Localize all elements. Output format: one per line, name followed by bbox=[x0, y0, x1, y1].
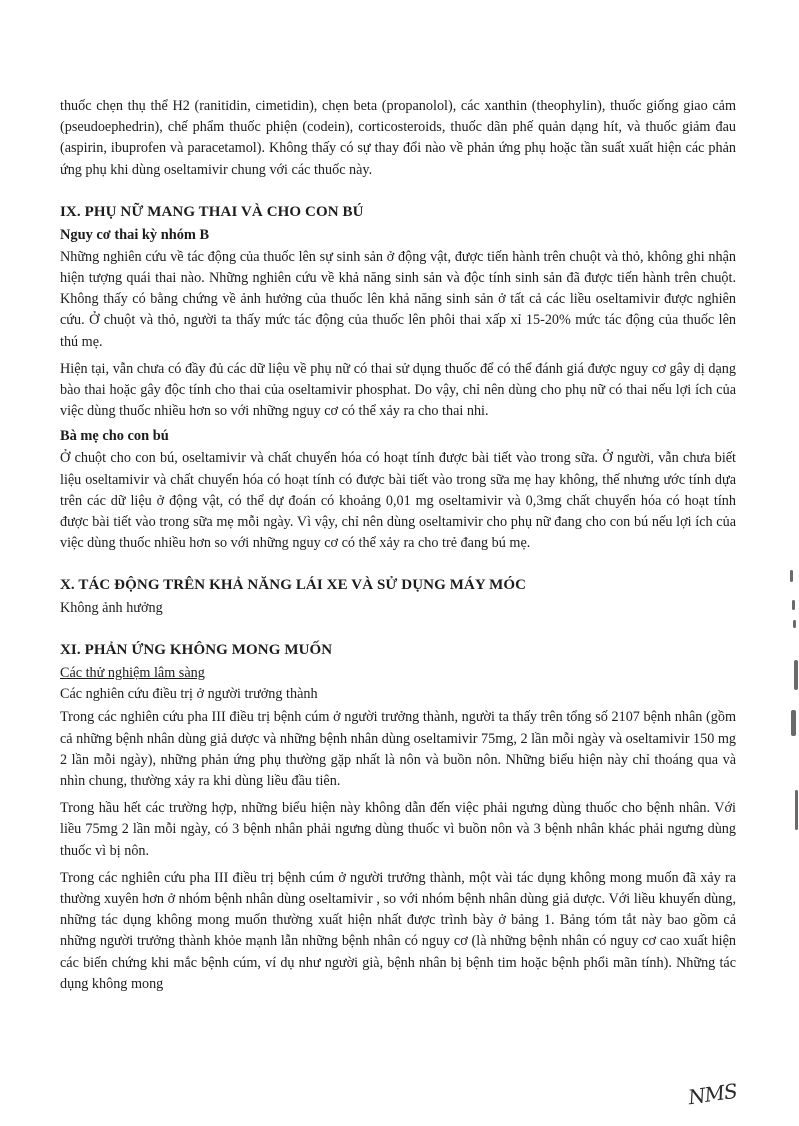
section-xi-paragraph-1: Trong các nghiên cứu pha III điều trị bệnh cúm ở người trưởng thành, người ta thấy trên tổng số 2107 bệnh nhân (gồm cả những bệnh nhân dùng giả dược và những bệnh nhân dùng oseltamivir 75mg, 2 lần mỗi ngày và oseltamivir 150 mg 2 lần mỗi ngày), những phản ứng phụ thường gặp nhất là nôn và buồn nôn. Những biểu hiện này chỉ thoáng qua và nhìn chung, thường xảy ra khi dùng liều đầu tiên. bbox=[60, 709, 736, 790]
section-xi-paragraph-3: Trong các nghiên cứu pha III điều trị bệnh cúm ở người trưởng thành, một vài tác dụng không mong muốn đã xảy ra thường xuyên hơn ở nhóm bệnh nhân dùng oseltamivir , so với nhóm bệnh nhân dùng giả dược. Với liều khuyến dùng, những tác dụng không mong muốn thường xuất hiện nhất được trình bày ở bảng 1. Bảng tóm tắt này bao gồm cả những người trưởng thành khỏe mạnh lẫn những bệnh nhân có nguy cơ (là những bệnh nhân có nguy cơ cao xuất hiện các biến chứng khi mắc bệnh cúm, ví dụ như người già, bệnh nhân bị bệnh tim hoặc bệnh phổi mãn tính). Những tác dụng không mong bbox=[60, 869, 736, 992]
section-ix-sub-pregnancy-risk: Nguy cơ thai kỳ nhóm B bbox=[60, 226, 210, 243]
section-xi-heading: XI. PHẢN ỨNG KHÔNG MONG MUỐN bbox=[60, 642, 333, 659]
section-x-body: Không ảnh hưởng bbox=[60, 600, 163, 617]
section-xi-sub-adult-studies: Các nghiên cứu điều trị ở người trưởng thành bbox=[60, 686, 318, 703]
section-ix-heading: IX. PHỤ NỮ MANG THAI VÀ CHO CON BÚ bbox=[60, 203, 364, 220]
section-xi-paragraph-2: Trong hầu hết các trường hợp, những biểu hiện này không dẫn đến việc phải ngưng dùng thuốc cho bệnh nhân. Với liều 75mg 2 lần mỗi ngày, có 3 bệnh nhân phải ngưng dùng thuốc vì buồn nôn và 3 bệnh nhân khác phải ngưng dùng thuốc vì bị nôn. bbox=[60, 800, 736, 859]
section-ix-paragraph-1: Những nghiên cứu về tác động của thuốc lên sự sinh sản ở động vật, được tiến hành trên chuột và thỏ, không ghi nhận hiện tượng quái thai nào. Những nghiên cứu về khả năng sinh sản và độc tính sinh sản đã được tiến hành trên chuột. Không thấy có bằng chứng về ảnh hưởng của thuốc lên khả năng sinh sản ở tất cả các liều oseltamivir được nghiên cứu. Ở chuột và thỏ, người ta thấy mức tác động của thuốc lên phôi thai xấp xỉ 15-20% mức tác động của thuốc lên thú mẹ. bbox=[60, 248, 736, 350]
document-page bbox=[60, 96, 736, 995]
handwritten-signature: NMS bbox=[686, 1078, 739, 1110]
section-ix-sub-breastfeeding: Bà mẹ cho con bú bbox=[60, 428, 169, 445]
section-ix-paragraph-3: Ở chuột cho con bú, oseltamivir và chất chuyển hóa có hoạt tính được bài tiết vào trong sữa. Ở người, vẫn chưa biết liệu oseltamivir và chất chuyển hóa có hoạt tính có được bài tiết vào trong sữa mẹ hay không, thế nhưng ước tính dựa trên các dữ liệu ở động vật, có thể dự đoán có khoảng 0,01 mg oseltamivir và 0,3mg chất chuyển hóa có hoạt tính được bài tiết vào trong sữa mẹ mỗi ngày. Vì vậy, chỉ nên dùng oseltamivir cho phụ nữ đang cho con bú nếu lợi ích của việc dùng thuốc nhiều hơn so với những nguy cơ có thể xảy ra cho trẻ đang bú mẹ. bbox=[60, 450, 736, 552]
scan-margin-marks bbox=[784, 560, 798, 860]
intro-paragraph: thuốc chẹn thụ thể H2 (ranitidin, cimetidin), chẹn beta (propanolol), các xanthin (theophylin), thuốc giống giao cảm (pseudoephedrin), chế phẩm thuốc phiện (codein), corticosteroids, thuốc dãn phế quản dạng hít, và thuốc giảm đau (aspirin, ibuprofen và paracetamol). Không thấy có sự thay đổi nào về phản ứng phụ hoặc tần suất xuất hiện các phản ứng phụ khi dùng oseltamivir chung với các thuốc này. bbox=[60, 98, 736, 178]
section-x-heading: X. TÁC ĐỘNG TRÊN KHẢ NĂNG LÁI XE VÀ SỬ DỤNG MÁY MÓC bbox=[60, 577, 527, 594]
section-xi-sub-clinical-trials: Các thử nghiệm lâm sàng bbox=[60, 665, 205, 682]
section-ix-paragraph-2: Hiện tại, vẫn chưa có đầy đủ các dữ liệu về phụ nữ có thai sử dụng thuốc để có thể đánh giá được nguy cơ gây dị dạng bào thai hoặc gây độc tính cho thai của oseltamivir phosphat. Do vậy, chỉ nên dùng cho phụ nữ có thai nếu lợi ích của việc dùng thuốc nhiều hơn so với những nguy cơ có thể xảy ra cho thai nhi. bbox=[60, 360, 736, 420]
